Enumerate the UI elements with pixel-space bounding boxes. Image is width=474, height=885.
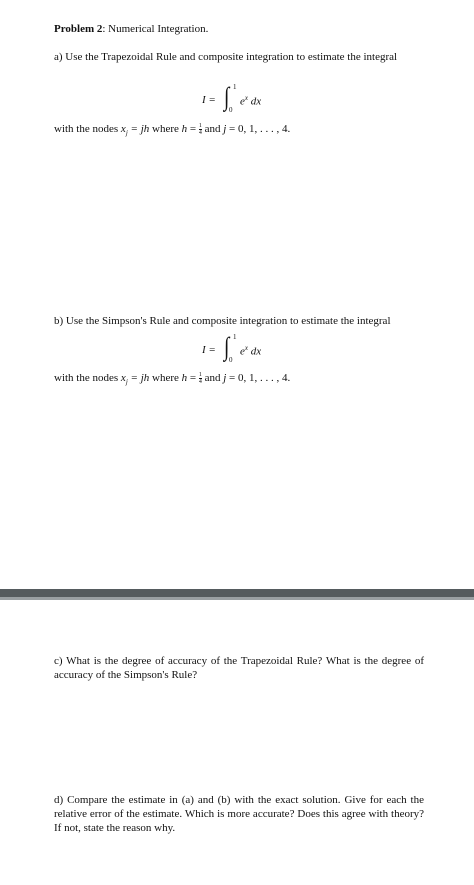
integral-lower-limit: 0 (229, 106, 233, 114)
problem-label: Problem 2 (54, 23, 103, 35)
integral-upper-limit: 1 (233, 333, 237, 341)
part-a-integral (202, 84, 282, 116)
part-a-prompt: a) Use the Trapezoidal Rule and composite integration to estimate the integral (54, 51, 398, 63)
h-fraction: $\frac{1}{4}$ (198, 371, 202, 385)
page-divider (0, 589, 474, 597)
problem-title-text: : Numerical Integration. (102, 23, 209, 35)
integral-lower-limit: 0 (229, 356, 233, 364)
part-d-prompt: d) Compare the estimate in (a) and (b) with the exact solution. Give for each the relative error of the estimate. Which is more accurate? Does this agree with theory? If not, state the reason why. (54, 794, 424, 834)
h-fraction: $\frac{1}{4}$ (198, 122, 202, 136)
integrand: $e^x$ dx (240, 94, 262, 108)
part-a-nodes: with the nodes $x_j$ = jh where h = $\frac{1}{4}$ and j = 0, 1, . . . , 4. (54, 122, 291, 138)
integral-lhs: I = (202, 344, 216, 356)
part-c-prompt: c) What is the degree of accuracy of the Trapezoidal Rule? What is the degree of accuracy of the Simpson's Rule? (54, 655, 424, 681)
integral-sign: ∫ (224, 82, 230, 111)
problem-title (54, 22, 424, 36)
integral-lhs: I = (202, 94, 216, 106)
integral-sign: ∫ (224, 332, 230, 361)
integral-upper-limit: 1 (233, 83, 237, 91)
part-b-nodes: with the nodes $x_j$ = jh where h = $\frac{1}{4}$ and j = 0, 1, . . . , 4. (54, 371, 291, 387)
integrand: $e^x$ dx (240, 344, 262, 358)
part-b-integral (202, 334, 282, 366)
part-b-prompt: b) Use the Simpson's Rule and composite integration to estimate the integral (54, 315, 391, 327)
